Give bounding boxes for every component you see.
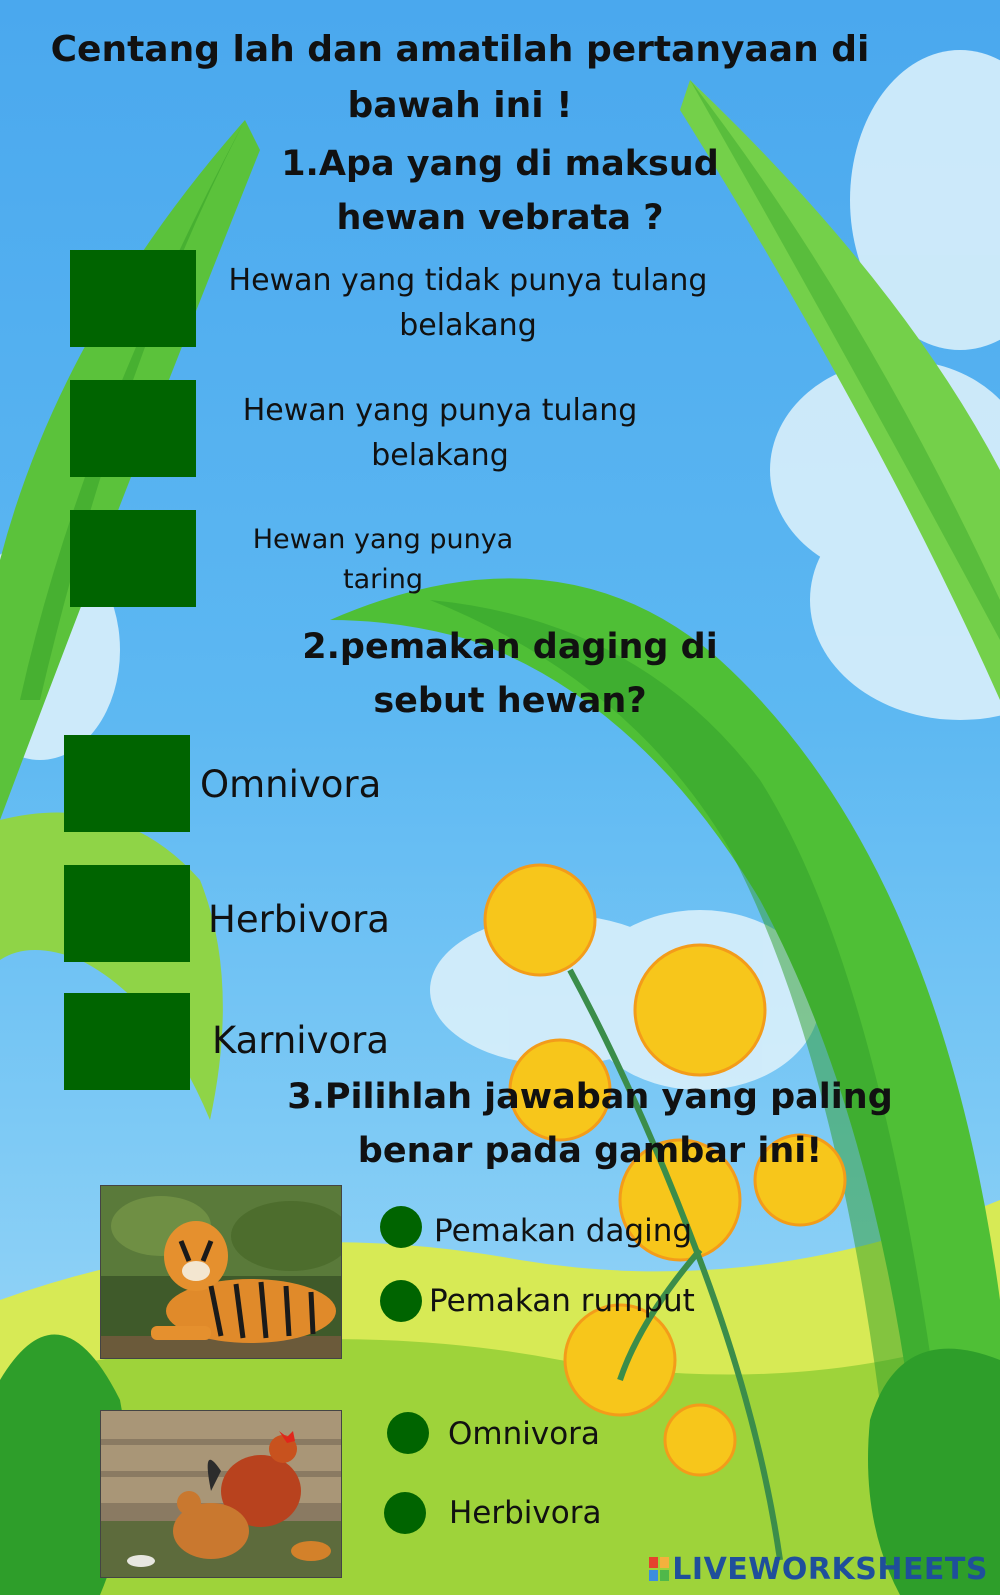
q1-option-1-checkbox[interactable] [70, 250, 196, 347]
q2-option-2-checkbox[interactable] [64, 865, 190, 962]
q3-tiger-option-1-radio[interactable] [380, 1206, 422, 1248]
liveworksheets-logo-text: LIVEWORKSHEETS [672, 1552, 988, 1587]
q1-option-1-label: Hewan yang tidak punya tulang belakang [228, 263, 708, 343]
liveworksheets-logo-icon [648, 1556, 670, 1582]
q2-option-1-label: Omnivora [200, 763, 382, 806]
q2-option-3-label: Karnivora [212, 1019, 389, 1062]
q1-option-3-checkbox[interactable] [70, 510, 196, 607]
q3-tiger-option-1-label: Pemakan daging [434, 1213, 693, 1249]
question-2-text: 2.pemakan daging di sebut hewan? [302, 627, 718, 721]
q3-chicken-option-1-label: Omnivora [448, 1416, 600, 1452]
q2-option-2-label: Herbivora [208, 898, 390, 941]
q3-chicken-option-1-radio[interactable] [387, 1412, 429, 1454]
q3-tiger-option-2-label: Pemakan rumput [429, 1283, 695, 1319]
liveworksheets-logo [648, 1552, 988, 1587]
tiger-photo [100, 1185, 342, 1359]
q1-option-2-checkbox[interactable] [70, 380, 196, 477]
question-1-text: 1.Apa yang di maksud hewan vebrata ? [281, 144, 719, 238]
page-title: Centang lah dan amatilah pertanyaan di bawah ini ! [50, 29, 870, 126]
q3-tiger-option-2-radio[interactable] [380, 1280, 422, 1322]
q1-option-3-label: Hewan yang punya taring [252, 524, 514, 595]
question-3-text: 3.Pilihlah jawaban yang paling benar pada gambar ini! [287, 1077, 893, 1171]
q3-chicken-option-2-label: Herbivora [449, 1495, 602, 1531]
q1-option-2-label: Hewan yang punya tulang belakang [242, 393, 638, 473]
q2-option-3-checkbox[interactable] [64, 993, 190, 1090]
chicken-photo [100, 1410, 342, 1578]
q3-chicken-option-2-radio[interactable] [384, 1492, 426, 1534]
q2-option-1-checkbox[interactable] [64, 735, 190, 832]
